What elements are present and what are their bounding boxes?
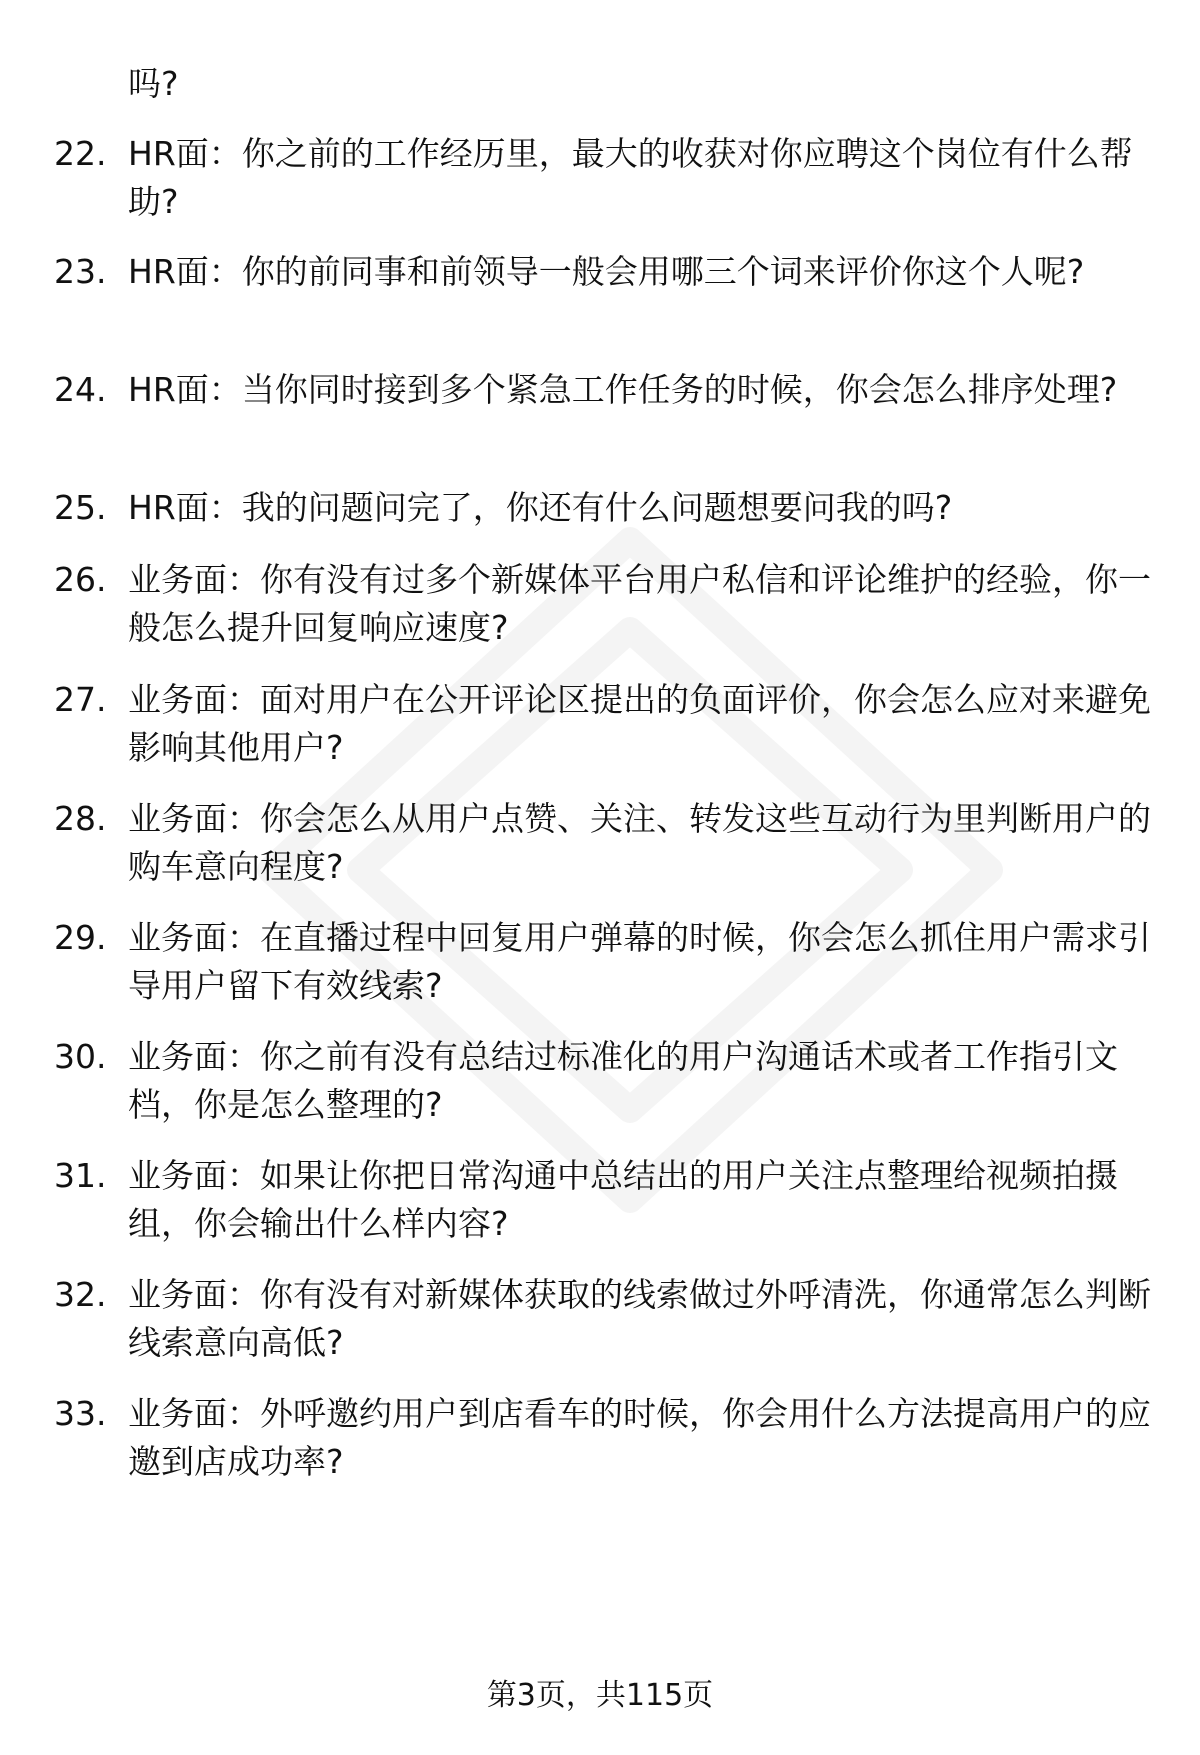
question-number: 26. (54, 560, 107, 599)
question-text: 业务面：面对用户在公开评论区提出的负面评价，你会怎么应对来避免影响其他用户? (128, 680, 1151, 767)
question-number: 23. (54, 252, 107, 291)
question-number: 32. (54, 1275, 107, 1314)
question-number: 24. (54, 370, 107, 409)
question-number: 22. (54, 134, 107, 173)
question-text: 业务面：你会怎么从用户点赞、关注、转发这些互动行为里判断用户的购车意向程度? (128, 799, 1151, 886)
question-text: HR面：你之前的工作经历里，最大的收获对你应聘这个岗位有什么帮助? (128, 134, 1133, 221)
question-number: 28. (54, 799, 107, 838)
question-text: 业务面：在直播过程中回复用户弹幕的时候，你会怎么抓住用户需求引导用户留下有效线索? (128, 918, 1151, 1005)
question-text: 业务面：如果让你把日常沟通中总结出的用户关注点整理给视频拍摄组，你会输出什么样内容? (128, 1156, 1118, 1243)
question-number: 31. (54, 1156, 107, 1195)
question-text: 业务面：外呼邀约用户到店看车的时候，你会用什么方法提高用户的应邀到店成功率? (128, 1394, 1151, 1481)
question-text: HR面：当你同时接到多个紧急工作任务的时候，你会怎么排序处理? (128, 370, 1118, 409)
question-text: 业务面：你有没有对新媒体获取的线索做过外呼清洗，你通常怎么判断线索意向高低? (128, 1275, 1151, 1362)
question-number: 25. (54, 488, 107, 527)
question-text: 业务面：你有没有过多个新媒体平台用户私信和评论维护的经验，你一般怎么提升回复响应速度? (128, 560, 1151, 647)
question-text: HR面：我的问题问完了，你还有什么问题想要问我的吗? (128, 488, 953, 527)
continuation-text: 吗? (128, 64, 179, 103)
question-text: HR面：你的前同事和前领导一般会用哪三个词来评价你这个人呢? (128, 252, 1085, 291)
question-number: 33. (54, 1394, 107, 1433)
question-number: 27. (54, 680, 107, 719)
question-number: 29. (54, 918, 107, 957)
question-text: 业务面：你之前有没有总结过标准化的用户沟通话术或者工作指引文档，你是怎么整理的? (128, 1037, 1118, 1124)
page-footer: 第3页，共115页 (486, 1678, 714, 1713)
question-number: 30. (54, 1037, 107, 1076)
